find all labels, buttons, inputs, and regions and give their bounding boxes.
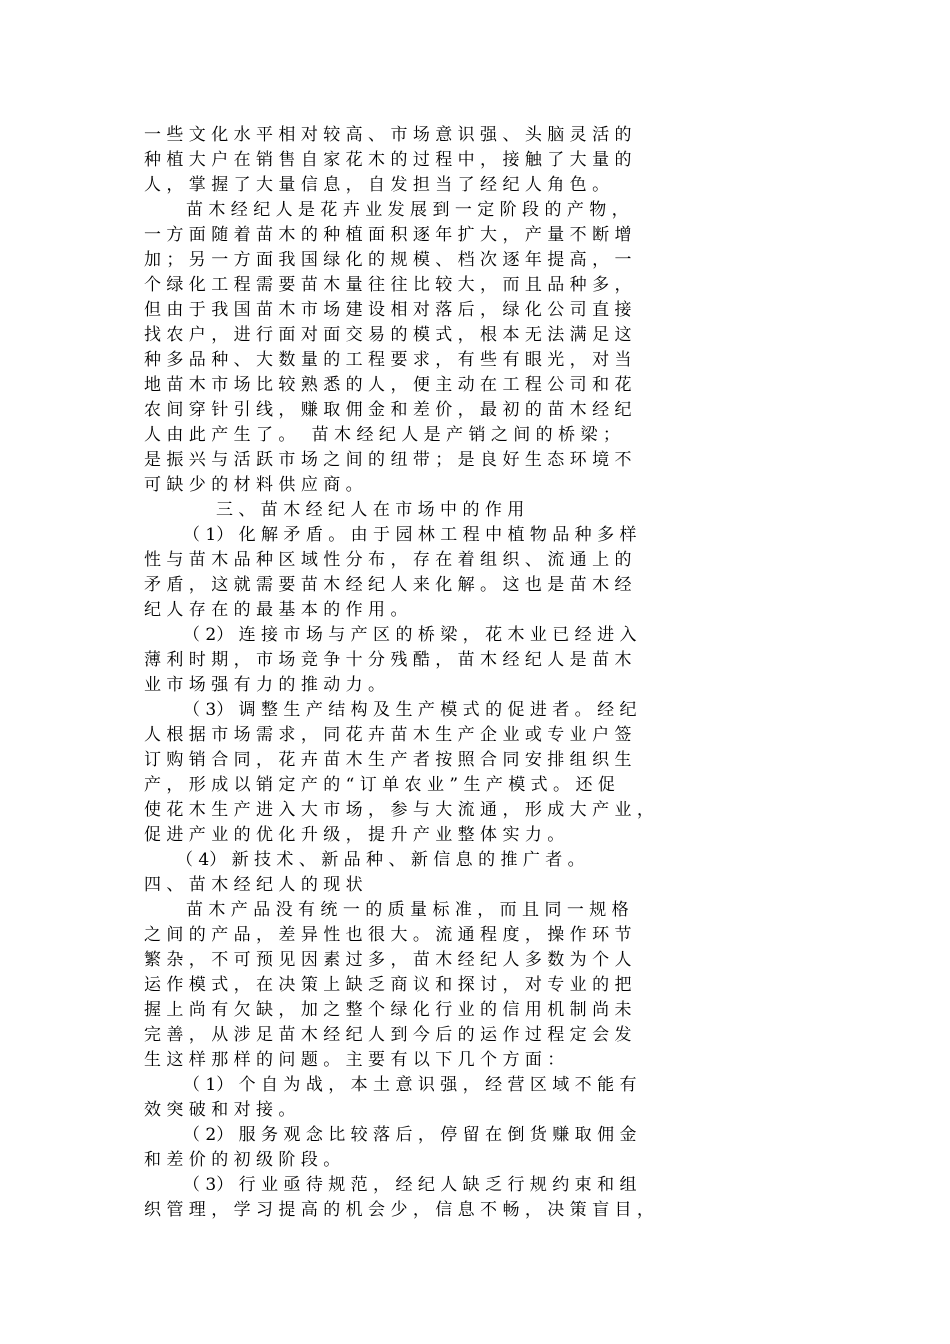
- text-line: 地 苗 木 市 场 比 较 熟 悉 的 人 ， 便 主 动 在 工 程 公 司 和 花: [144, 375, 632, 395]
- text-line: 一 些 文 化 水 平 相 对 较 高 、 市 场 意 识 强 、 头 脑 灵 活 的: [144, 125, 632, 145]
- section-heading-4: 四 、 苗 木 经 纪 人 的 现 状: [144, 875, 363, 895]
- text-line: 但 由 于 我 国 苗 木 市 场 建 设 相 对 落 后 ， 绿 化 公 司 直 接: [144, 300, 632, 320]
- text-line: 完 善 ， 从 涉 足 苗 木 经 纪 人 到 今 后 的 运 作 过 程 定 会 发: [144, 1025, 632, 1045]
- text-line: 可 缺 少 的 材 料 供 应 商 。: [144, 475, 363, 495]
- list-item-first-line: （ 3） 行 业 亟 待 规 范 ， 经 纪 人 缺 乏 行 规 约 束 和 组: [183, 1175, 637, 1195]
- text-line: 织 管 理 ， 学 习 提 高 的 机 会 少 ， 信 息 不 畅 ， 决 策 盲 目 ，: [144, 1200, 654, 1220]
- list-item-first-line: （ 2） 服 务 观 念 比 较 落 后 ， 停 留 在 倒 货 赚 取 佣 金: [183, 1125, 637, 1145]
- paragraph-first-line: 苗 木 经 纪 人 是 花 卉 业 发 展 到 一 定 阶 段 的 产 物 ，: [186, 200, 629, 220]
- text-line: 和 差 价 的 初 级 阶 段 。: [144, 1150, 341, 1170]
- list-item-first-line: （ 4） 新 技 术 、 新 品 种 、 新 信 息 的 推 广 者 。: [176, 850, 585, 870]
- text-line: 使 花 木 生 产 进 入 大 市 场 ， 参 与 大 流 通 ， 形 成 大 产 业 ，: [144, 800, 654, 820]
- text-line: 是 振 兴 与 活 跃 市 场 之 间 的 纽 带 ； 是 良 好 生 态 环 境 不: [144, 450, 632, 470]
- text-line: 效 突 破 和 对 接 。: [144, 1100, 296, 1120]
- text-line: 种 多 品 种 、 大 数 量 的 工 程 要 求 ， 有 些 有 眼 光 ， 对 当: [144, 350, 632, 370]
- text-line: 个 绿 化 工 程 需 要 苗 木 量 往 往 比 较 大 ， 而 且 品 种 多 ，: [144, 275, 632, 295]
- list-item-first-line: （ 1） 化 解 矛 盾 。 由 于 园 林 工 程 中 植 物 品 种 多 样: [183, 525, 637, 545]
- text-line: 促 进 产 业 的 优 化 升 级 ， 提 升 产 业 整 体 实 力 。: [144, 825, 565, 845]
- text-line: 业 市 场 强 有 力 的 推 动 力 。: [144, 675, 386, 695]
- text-line: 产 ， 形 成 以 销 定 产 的 “ 订 单 农 业 ” 生 产 模 式 。 还 促: [144, 775, 615, 795]
- text-line: 订 购 销 合 同 ， 花 卉 苗 木 生 产 者 按 照 合 同 安 排 组 织 生: [144, 750, 632, 770]
- text-line: 纪 人 存 在 的 最 基 本 的 作 用 。: [144, 600, 408, 620]
- text-line: 人 由 此 产 生 了 。 苗 木 经 纪 人 是 产 销 之 间 的 桥 梁 ；: [144, 425, 620, 445]
- text-line: 农 间 穿 针 引 线 ， 赚 取 佣 金 和 差 价 ， 最 初 的 苗 木 经 纪: [144, 400, 632, 420]
- list-item-first-line: （ 2） 连 接 市 场 与 产 区 的 桥 梁 ， 花 木 业 已 经 进 入: [183, 625, 637, 645]
- list-item-first-line: （ 3） 调 整 生 产 结 构 及 生 产 模 式 的 促 进 者 。 经 纪: [183, 700, 637, 720]
- text-line: 握 上 尚 有 欠 缺 ， 加 之 整 个 绿 化 行 业 的 信 用 机 制 尚 未: [144, 1000, 632, 1020]
- text-line: 矛 盾 ， 这 就 需 要 苗 木 经 纪 人 来 化 解 。 这 也 是 苗 木 经: [144, 575, 632, 595]
- list-item-first-line: （ 1） 个 自 为 战 ， 本 土 意 识 强 ， 经 营 区 域 不 能 有: [183, 1075, 637, 1095]
- text-line: 加 ； 另 一 方 面 我 国 绿 化 的 规 模 、 档 次 逐 年 提 高 ， 一: [144, 250, 632, 270]
- text-line: 一 方 面 随 着 苗 木 的 种 植 面 积 逐 年 扩 大 ， 产 量 不 断 增: [144, 225, 632, 245]
- text-line: 生 这 样 那 样 的 问 题 。 主 要 有 以 下 几 个 方 面 ：: [144, 1050, 565, 1070]
- text-line: 找 农 户 ， 进 行 面 对 面 交 易 的 模 式 ， 根 本 无 法 满 足 这: [144, 325, 632, 345]
- text-line: 薄 利 时 期 ， 市 场 竞 争 十 分 残 酷 ， 苗 木 经 纪 人 是 苗 木: [144, 650, 632, 670]
- text-line: 之 间 的 产 品 ， 差 异 性 也 很 大 。 流 通 程 度 ， 操 作 环 节: [144, 925, 632, 945]
- text-line: 人 ， 掌 握 了 大 量 信 息 ， 自 发 担 当 了 经 纪 人 角 色 。: [144, 175, 610, 195]
- text-line: 种 植 大 户 在 销 售 自 家 花 木 的 过 程 中 ， 接 触 了 大 量 的: [144, 150, 632, 170]
- paragraph-first-line: 苗 木 产 品 没 有 统 一 的 质 量 标 准 ， 而 且 同 一 规 格: [186, 900, 629, 920]
- text-line: 繁 杂 ， 不 可 预 见 因 素 过 多 ， 苗 木 经 纪 人 多 数 为 个 人: [144, 950, 632, 970]
- text-line: 性 与 苗 木 品 种 区 域 性 分 布 ， 存 在 着 组 织 、 流 通 上 的: [144, 550, 632, 570]
- text-line: 人 根 据 市 场 需 求 ， 同 花 卉 苗 木 生 产 企 业 或 专 业 户 签: [144, 725, 632, 745]
- section-heading-3: 三 、 苗 木 经 纪 人 在 市 场 中 的 作 用: [216, 500, 525, 520]
- text-line: 运 作 模 式 ， 在 决 策 上 缺 乏 商 议 和 探 讨 ， 对 专 业 的 把: [144, 975, 632, 995]
